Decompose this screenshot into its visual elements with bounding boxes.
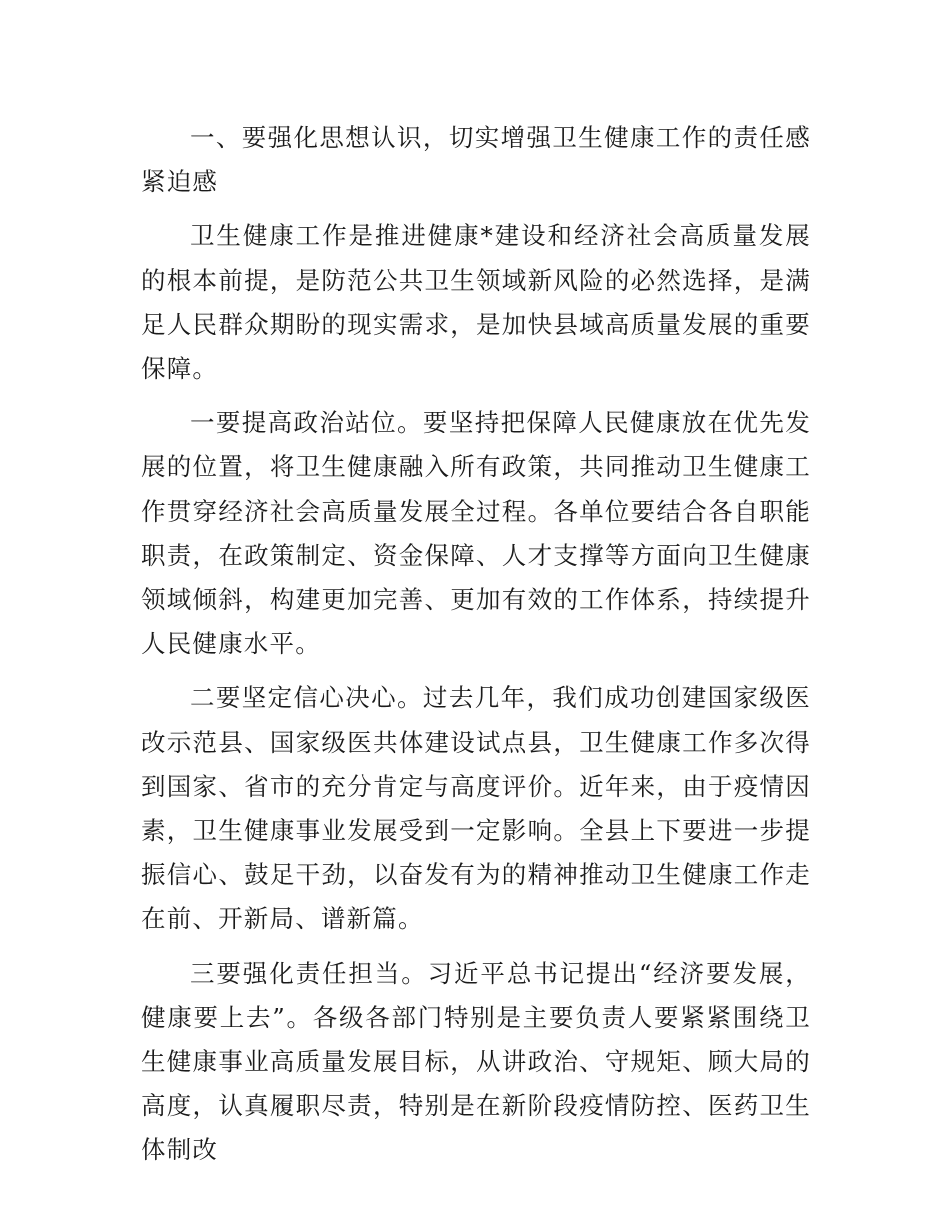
section-heading: 一、要强化思想认识，切实增强卫生健康工作的责任感紧迫感 <box>141 123 811 197</box>
paragraph-confidence: 二要坚定信心决心。过去几年，我们成功创建国家级医改示范县、国家级医共体建设试点县，卫生健康工作多次得到国家、省市的充分肯定与高度评价。近年来，由于疫情因素，卫生健康事业发展受到一定影响。全县上下要进一步提振信心、鼓足干劲，以奋发有为的精神推动卫生健康工作走在前、开新局、谱新篇。 <box>141 683 811 934</box>
paragraph-intro: 卫生健康工作是推进健康*建设和经济社会高质量发展的根本前提，是防范公共卫生领域新风险的必然选择，是满足人民群众期盼的现实需求，是加快县域高质量发展的重要保障。 <box>141 221 811 384</box>
paragraph-responsibility: 三要强化责任担当。习近平总书记提出“经济要发展，健康要上去”。各级各部门特别是主要负责人要紧紧围绕卫生健康事业高质量发展目标，从讲政治、守规矩、顾大局的高度，认真履职尽责，特别是在新阶段疫情防控、医药卫生体制改 <box>141 958 811 1165</box>
paragraph-political-stance: 一要提高政治站位。要坚持把保障人民健康放在优先发展的位置，将卫生健康融入所有政策，共同推动卫生健康工作贯穿经济社会高质量发展全过程。各单位要结合各自职能职责，在政策制定、资金保障、人才支撑等方面向卫生健康领域倾斜，构建更加完善、更加有效的工作体系，持续提升人民健康水平。 <box>141 408 811 659</box>
document-body <box>141 116 811 1183</box>
